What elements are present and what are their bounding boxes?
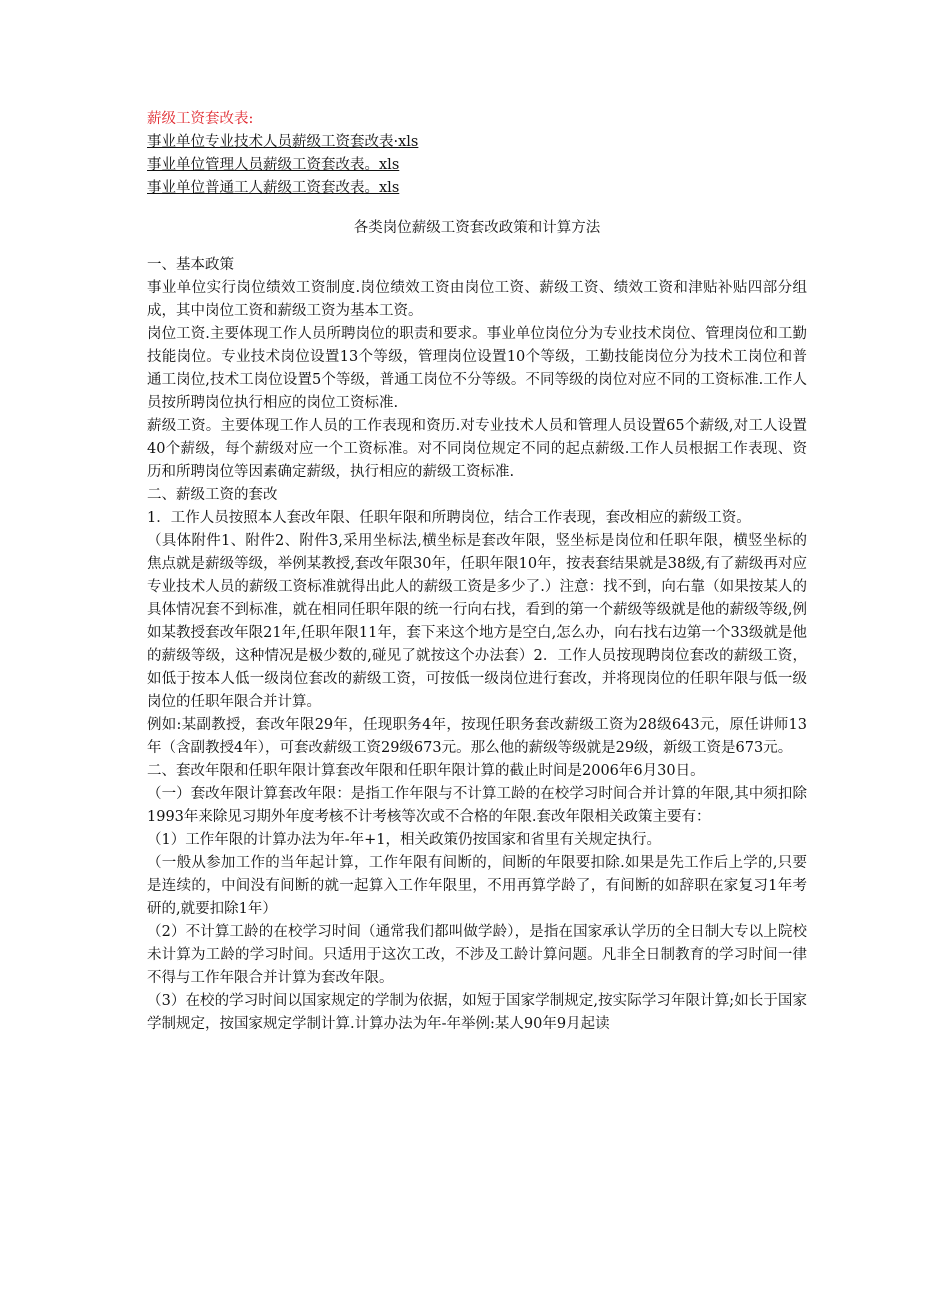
- attachment-link-workers[interactable]: 事业单位普通工人薪级工资套改表。xls: [147, 180, 400, 196]
- paragraph-post-salary: 岗位工资.主要体现工作人员所聘岗位的职责和要求。事业单位岗位分为专业技术岗位、管理岗位和工勤技能岗位。专业技术岗位设置13个等级，管理岗位设置10个等级，工勤技能岗位分为技术工岗位和普通工岗位,技术工岗位设置5个等级，普通工岗位不分等级。不同等级的岗位对应不同的工资标准.工作人员按所聘岗位执行相应的岗位工资标准.: [147, 326, 807, 411]
- document-page: [147, 108, 807, 1036]
- paragraph-item-1: 1．工作人员按照本人套改年限、任职年限和所聘岗位，结合工作表现，套改相应的薪级工资。: [147, 510, 751, 526]
- paragraph-grade-salary: 薪级工资。主要体现工作人员的工作表现和资历.对专业技术人员和管理人员设置65个薪级,对工人设置40个薪级，每个薪级对应一个工资标准。对不同岗位规定不同的起点薪级.工作人员根据工作表现、资历和所聘岗位等因素确定薪级，执行相应的薪级工资标准.: [147, 418, 807, 480]
- section-heading-grade-conversion: 二、薪级工资的套改: [147, 487, 278, 503]
- paragraph-conversion-years: （一）套改年限计算套改年限：是指工作年限与不计算工龄的在校学习时间合并计算的年限,其中须扣除1993年来除见习期外年度考核不计考核等次或不合格的年限.套改年限相关政策主要有：: [147, 786, 807, 825]
- attachment-link-management[interactable]: 事业单位管理人员薪级工资套改表。xls: [147, 157, 400, 173]
- paragraph-example: 例如:某副教授，套改年限29年，任现职务4年，按现任职务套改薪级工资为28级643元，原任讲师13年（含副教授4年），可套改薪级工资29级673元。那么他的薪级等级就是29级，新级工资是673元。: [147, 717, 807, 756]
- attachment-heading: 薪级工资套改表:: [147, 111, 254, 127]
- section-heading-basic-policy: 一、基本政策: [147, 257, 234, 273]
- paragraph-rule-2: （2）不计算工龄的在校学习时间（通常我们都叫做学龄），是指在国家承认学历的全日制大专以上院校未计算为工龄的学习时间。只适用于这次工改，不涉及工龄计算问题。凡非全日制教育的学习时间一律不得与工作年限合并计算为套改年限。: [147, 924, 807, 986]
- paragraph-coordinate-method: （具体附件1、附件2、附件3,采用坐标法,横坐标是套改年限，竖坐标是岗位和任职年限，横竖坐标的焦点就是薪级等级，举例某教授,套改年限30年，任职年限10年，按表套结果就是38级,有了薪级再对应专业技术人员的薪级工资标准就得出此人的薪级工资是多少了.）注意：找不到，向右靠（如果按某人的具体情况套不到标准，就在相同任职年限的统一行向右找，看到的第一个薪级等级就是他的薪级等级,例如某教授套改年限21年,任职年限11年，套下来这个地方是空白,怎么办，向右找右边第一个33级就是他的薪级等级，这种情况是极少数的,碰见了就按这个办法套）2．工作人员按现聘岗位套改的薪级工资，如低于按本人低一级岗位套改的薪级工资，可按低一级岗位进行套改，并将现岗位的任职年限与低一级岗位的任职年限合并计算。: [147, 533, 807, 710]
- document-title: 各类岗位薪级工资套改政策和计算方法: [353, 220, 601, 236]
- paragraph-rule-1: （1）工作年限的计算办法为年-年+1，相关政策仍按国家和省里有关规定执行。: [147, 832, 661, 848]
- paragraph-system: 事业单位实行岗位绩效工资制度.岗位绩效工资由岗位工资、薪级工资、绩效工资和津贴补贴四部分组成，其中岗位工资和薪级工资为基本工资。: [147, 280, 807, 319]
- section-heading-year-calculation: 二、套改年限和任职年限计算套改年限和任职年限计算的截止时间是2006年6月30日。: [147, 763, 705, 779]
- paragraph-rule-1-note: （一般从参加工作的当年起计算，工作年限有间断的，间断的年限要扣除.如果是先工作后上学的,只要是连续的，中间没有间断的就一起算入工作年限里，不用再算学龄了，有间断的如辞职在家复习1年考研的,就要扣除1年）: [147, 855, 807, 917]
- paragraph-rule-3: （3）在校的学习时间以国家规定的学制为依据，如短于国家学制规定,按实际学习年限计算;如长于国家学制规定，按国家规定学制计算.计算办法为年-年举例:某人90年9月起读: [147, 993, 807, 1032]
- attachment-link-technical[interactable]: 事业单位专业技术人员薪级工资套改表·xls: [147, 134, 419, 150]
